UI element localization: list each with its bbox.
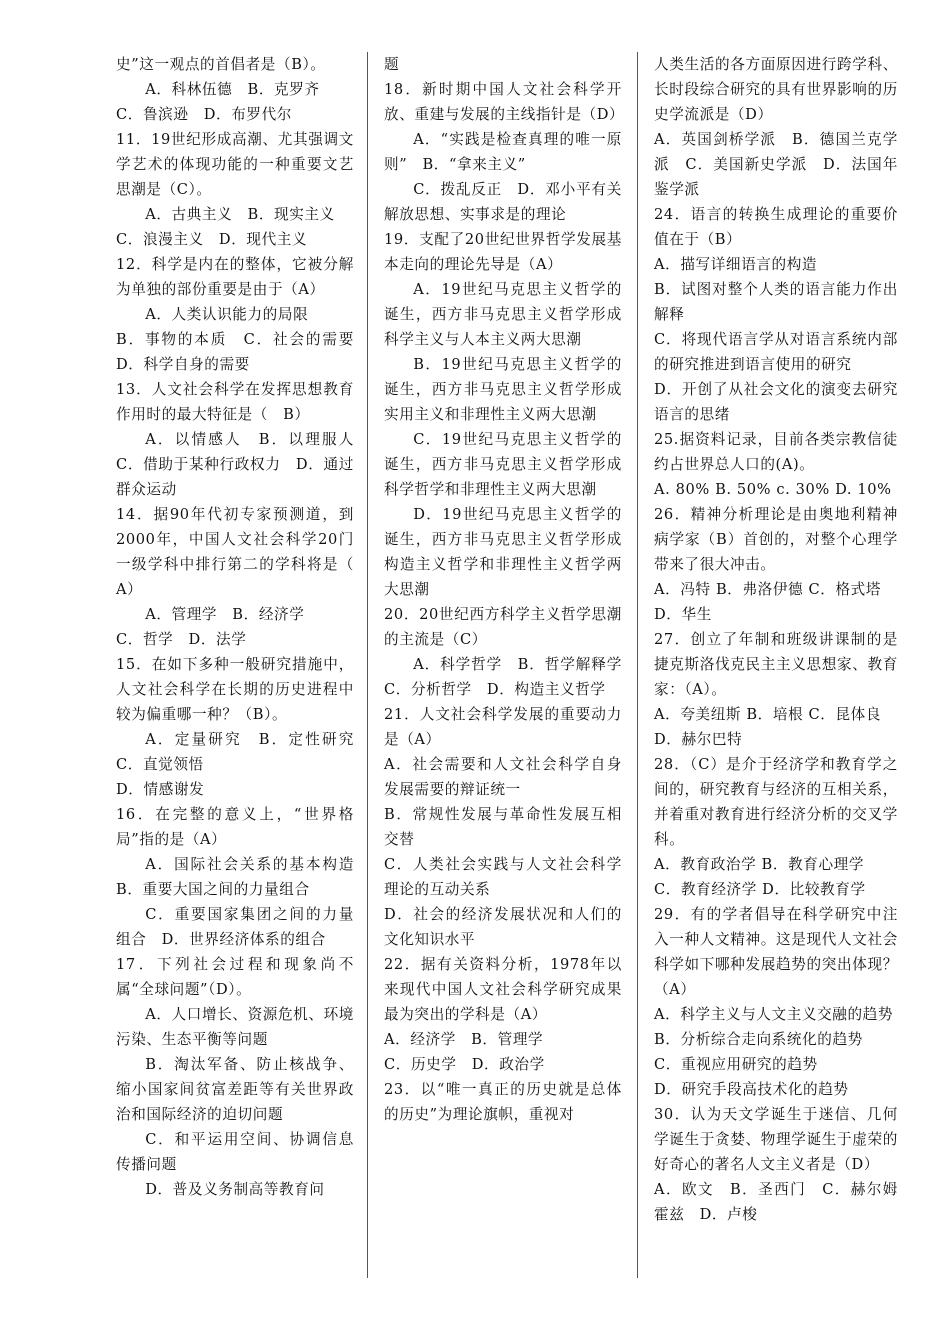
text-paragraph: 24．语言的转换生成理论的重要价值在于（B） [654,206,898,248]
text-paragraph: 19．支配了20世纪世界哲学发展基本走向的理论先导是（A） [384,231,622,273]
text-paragraph: 18．新时期中国人文社会科学开放、重建与发展的主线指针是（D） [384,81,625,123]
text-paragraph: A．19世纪马克思主义哲学的诞生，西方非马克思主义哲学形成科学主义与人本主义两大思潮 [384,281,622,348]
text-paragraph: D．研究手段高技术化的趋势 [654,1081,849,1098]
text-paragraph: 21．人文社会科学发展的重要动力是（A） [384,706,622,748]
text-paragraph: 29．有的学者倡导在科学研究中注入一种人文精神。这是现代人文社会科学如下哪种发展趋势的突出体现？（A） [654,906,898,998]
text-paragraph: B．常规性发展与革命性发展互相交替 [384,806,622,848]
text-paragraph: 史”这一观点的首倡者是（B）。 [116,56,326,73]
text-paragraph: C．拨乱反正 D．邓小平有关解放思想、实事求是的理论 [384,181,622,223]
text-column-middle [384,52,638,1292]
text-paragraph: 22．据有关资料分析，1978年以来现代中国人文社会科学研究成果最为突出的学科是（A） [384,956,622,1023]
text-paragraph: C．历史学 D．政治学 [384,1056,545,1073]
text-paragraph: A．人口增长、资源危机、环境污染、生态平衡等问题 [116,1006,354,1048]
text-paragraph: 28．（C）是介于经济学和教育学之间的，研究教育与经济的互相关系，并着重对教育进行经济分析的交叉学科。 [654,756,898,848]
text-paragraph: A．国际社会关系的基本构造 B．重要大国之间的力量组合 [116,856,370,898]
text-paragraph: A．科林伍德 B．克罗齐 [145,81,320,98]
text-paragraph: A．“实践是检查真理的唯一原则” B．“拿来主义” [384,131,622,173]
text-paragraph: 30．认为天文学诞生于迷信、几何学诞生于贪婪、物理学诞生于虚荣的好奇心的著名人文主义者是（D） [654,1106,898,1173]
column-divider [637,52,638,1278]
text-paragraph: 17．下列社会过程和现象尚不属“全球问题”（D）。 [116,956,354,998]
text-paragraph: D．开创了从社会文化的演变去研究语言的思绪 [654,381,898,423]
text-paragraph: 16．在完整的意义上，“世界格局”指的是（A） [116,806,354,848]
text-paragraph: A．描写详细语言的构造 [654,256,818,273]
text-paragraph: C．重要国家集团之间的力量组合 D．世界经济体系的组合 [116,906,354,948]
text-paragraph: B．事物的本质 C．社会的需要 D．科学自身的需要 [116,331,370,373]
text-paragraph: 12．科学是内在的整体，它被分解为单独的部份重要是由于（A） [116,256,354,298]
text-paragraph: A．定量研究 B．定性研究 C．直觉领悟 [116,731,370,773]
text-paragraph: C．将现代语言学从对语言系统内部的研究推进到语言使用的研究 [654,331,898,373]
text-paragraph: 14．据90年代初专家预测道，到2000年，中国人文社会科学20门一级学科中排行第二的学科将是（ A） [116,506,370,598]
text-paragraph: A．英国剑桥学派 B．德国兰克学派 C．美国新史学派 D．法国年鉴学派 [654,131,898,198]
text-paragraph: A．夸美纽斯 B．培根 C．昆体良 [654,706,882,723]
text-paragraph: D．华生 [654,606,712,623]
text-paragraph: C．和平运用空间、协调信息传播问题 [116,1131,354,1173]
text-paragraph: A．欧文 B．圣西门 C．赫尔姆霍兹 D．卢梭 [654,1181,898,1223]
text-paragraph: D．普及义务制高等教育问 [145,1181,325,1198]
text-paragraph: C．教育经济学 D．比较教育学 [654,881,866,898]
text-paragraph: A．经济学 B．管理学 [384,1031,544,1048]
text-paragraph: 15．在如下多种一般研究措施中，人文社会科学在长期的历史进程中较为偏重哪一种？（B）。 [116,656,354,723]
text-paragraph: B．分析综合走向系统化的趋势 [654,1031,863,1048]
text-paragraph: D．赫尔巴特 [654,731,743,748]
text-paragraph: 25.据资料记录，目前各类宗教信徒约占世界总人口的(A)。 [654,431,898,473]
text-paragraph: C．人类社会实践与人文社会科学理论的互动关系 [384,856,622,898]
text-paragraph: 人类生活的各方面原因进行跨学科、长时段综合研究的具有世界影响的历史学流派是（D） [654,56,898,123]
text-paragraph: A．以情感人 B．以理服人 C．借助于某种行政权力 D．通过群众运动 [116,431,370,498]
text-paragraph: 13．人文社会科学在发挥思想教育作用时的最大特征是（ B） [116,381,354,423]
text-paragraph: 26．精神分析理论是由奥地利精神病学家（B）首创的，对整个心理学带来了很大冲击。 [654,506,898,573]
text-paragraph: B．19世纪马克思主义哲学的诞生，西方非马克思主义哲学形成实用主义和非理性主义两大思潮 [384,356,622,423]
text-paragraph: A．科学主义与人文主义交融的趋势 [654,1006,894,1023]
text-paragraph: A．冯特 B．弗洛伊德 C．格式塔 [654,581,882,598]
text-paragraph: C．19世纪马克思主义哲学的诞生，西方非马克思主义哲学形成科学哲学和非理性主义两大思潮 [384,431,622,498]
text-paragraph: A．人类认识能力的局限 [145,306,309,323]
text-paragraph: D．社会的经济发展状况和人们的文化知识水平 [384,906,622,948]
text-column-right [654,52,898,1292]
text-paragraph: 20．20世纪西方科学主义哲学思潮的主流是（C） [384,606,622,648]
text-paragraph: A．社会需要和人文社会科学自身发展需要的辩证统一 [384,756,622,798]
text-paragraph: A．管理学 B．经济学 [145,606,305,623]
text-paragraph: D．情感谢发 [116,781,205,798]
text-paragraph: C．重视应用研究的趋势 [654,1056,818,1073]
text-column-left [116,52,370,1292]
column-divider [367,52,368,1278]
text-paragraph: C．鲁滨逊 D．布罗代尔 [116,106,293,123]
text-paragraph: A．教育政治学 B．教育心理学 [654,856,865,873]
text-paragraph: B．淘汰军备、防止核战争、缩小国家间贫富差距等有关世界政治和国际经济的迫切问题 [116,1056,354,1123]
text-paragraph: D．19世纪马克思主义哲学的诞生，西方非马克思主义哲学形成构造主义哲学和非理性主义哲学两大思潮 [384,506,622,598]
text-paragraph: 11．19世纪形成高潮、尤其强调文学艺术的体现功能的一种重要文艺思潮是（C）。 [116,131,354,198]
text-paragraph: 题 [384,56,400,73]
text-paragraph: 23．以“唯一真正的历史就是总体的历史”为理论旗帜，重视对 [384,1081,622,1123]
text-paragraph: A．科学哲学 B．哲学解释学 C．分析哲学 D．构造主义哲学 [384,656,638,698]
text-paragraph: A. 80% B. 50% c. 30% D. 10% [654,481,892,498]
text-paragraph: A．古典主义 B．现实主义 [145,206,335,223]
text-paragraph: C．浪漫主义 D．现代主义 [116,231,308,248]
text-paragraph: C．哲学 D．法学 [116,631,247,648]
text-paragraph: B．试图对整个人类的语言能力作出解释 [654,281,898,323]
text-paragraph: 27．创立了年制和班级讲课制的是捷克斯洛伐克民主主义思想家、教育家：（A）。 [654,631,898,698]
